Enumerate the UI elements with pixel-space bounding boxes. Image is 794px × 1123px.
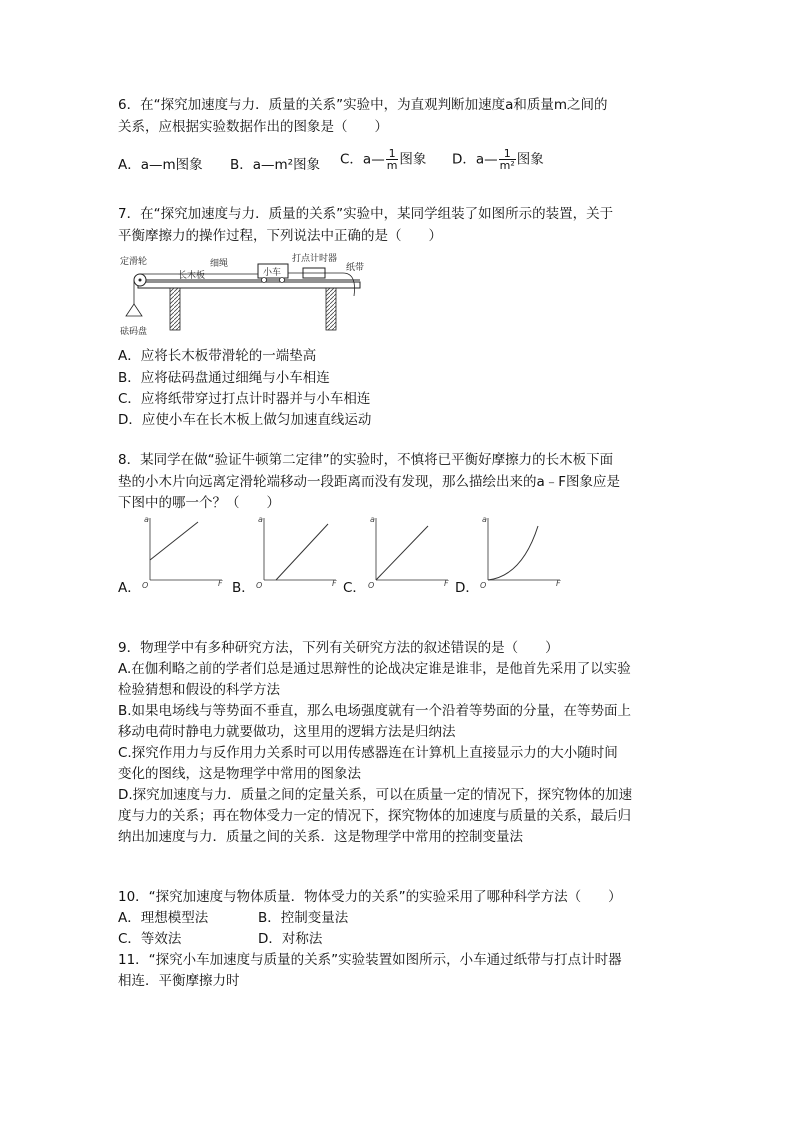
q6-option-c-fraction <box>386 148 399 171</box>
q10-option-a: A．理想模型法 <box>118 910 209 926</box>
q9-option-a-line2: 检验猜想和假设的科学方法 <box>118 682 280 698</box>
q8-stem-line2: 垫的小木片向远离定滑轮端移动一段距离而没有发现，那么描绘出来的a﹣F图象应是 <box>118 474 621 490</box>
q11-stem-line1: 11．“探究小车加速度与质量的关系”实验装置如图所示，小车通过纸带与打点计时器 <box>118 952 622 968</box>
q8-graph-b-y-label: a <box>258 515 263 524</box>
q8-graph-a-x-label: F <box>218 579 223 588</box>
q6-stem-line1: 6．在“探究加速度与力．质量的关系”实验中，为直观判断加速度a和质量m之间的 <box>118 97 608 113</box>
q6-option-a: A．a—m图象 <box>118 157 203 173</box>
q7-stem-line1: 7．在“探究加速度与力．质量的关系”实验中，某同学组装了如图所示的装置，关于 <box>118 206 614 222</box>
q9-option-a-line1: A.在伽利略之前的学者们总是通过思辩性的论战决定谁是谁非，是他首先采用了以实验 <box>118 661 631 677</box>
q6-option-d-fraction <box>499 148 516 171</box>
q8-graph-d <box>476 514 566 590</box>
q7-car-wheel-right <box>280 278 285 283</box>
q9-option-d-line3: 纳出加速度与力．质量之间的关系．这是物理学中常用的控制变量法 <box>118 829 523 845</box>
q6-stem-line2: 关系，应根据实验数据作出的图象是（ ） <box>118 119 388 135</box>
q8-graph-a-label: A． <box>118 580 141 596</box>
q7-option-b: B．应将砝码盘通过细绳与小车相连 <box>118 370 330 386</box>
q6-option-c <box>340 148 426 171</box>
q7-long-board <box>138 282 360 288</box>
q9-option-d-line2: 度与力的关系；再在物体受力一定的情况下，探究物体的加速度与质量的关系，最后归 <box>118 808 631 824</box>
q8-graph-c-line <box>376 526 428 580</box>
q10-stem: 10．“探究加速度与物体质量．物体受力的关系”的实验采用了哪种科学方法（ ） <box>118 889 622 905</box>
q8-graph-a-line <box>150 522 198 560</box>
q6-option-b: B．a—m²图象 <box>230 157 321 173</box>
q9-stem: 9．物理学中有多种研究方法，下列有关研究方法的叙述错误的是（ ） <box>118 640 559 656</box>
q7-option-c: C．应将纸带穿过打点计时器并与小车相连 <box>118 391 371 407</box>
q8-graph-d-curve <box>488 526 538 580</box>
q7-label-timer: 打点计时器 <box>292 254 338 264</box>
q8-graph-d-origin: O <box>480 581 487 590</box>
q10-option-b: B．控制变量法 <box>258 910 349 926</box>
q7-option-d: D．应使小车在长木板上做匀加速直线运动 <box>118 412 372 428</box>
q8-graph-b <box>252 514 342 590</box>
q8-stem-line3: 下图中的哪一个？（ ） <box>118 495 280 511</box>
q7-label-board: 长木板 <box>178 271 206 281</box>
q7-stem-line2: 平衡摩擦力的操作过程，下列说法中正确的是（ ） <box>118 228 442 244</box>
q7-label-pulley: 定滑轮 <box>120 257 148 267</box>
q8-graph-c-label: C． <box>343 580 366 596</box>
q8-graph-a-origin: O <box>142 581 149 590</box>
q7-label-weight: 砝码盘 <box>120 327 148 337</box>
q10-option-c: C．等效法 <box>118 931 182 947</box>
q6-option-d-suffix: 图象 <box>516 151 544 168</box>
q8-graph-b-origin: O <box>256 581 263 590</box>
q7-car-wheel-left <box>262 278 267 283</box>
q8-graph-b-label: B． <box>232 580 255 596</box>
q9-option-c-line1: C.探究作用力与反作用力关系时可以用传感器连在计算机上直接显示力的大小随时间 <box>118 745 618 761</box>
q7-left-leg <box>170 288 180 330</box>
q6-option-d-denominator: m² <box>499 159 515 172</box>
q8-graph-b-x-label: F <box>332 579 337 588</box>
q6-option-d-numerator: 1 <box>499 148 516 160</box>
q7-label-tape: 纸带 <box>346 263 365 273</box>
q8-graph-d-x-label: F <box>556 579 561 588</box>
q7-right-leg <box>326 288 336 330</box>
q8-graph-d-y-label: a <box>482 515 487 524</box>
q9-option-b-line2: 移动电荷时静电力就要做功，这里用的逻辑方法是归纳法 <box>118 724 456 740</box>
q8-graph-c-origin: O <box>368 581 375 590</box>
q8-graph-b-line <box>276 524 328 580</box>
q9-option-b-line1: B.如果电场线与等势面不垂直，那么电场强度就有一个沿着等势面的分量，在等势面上 <box>118 703 632 719</box>
q8-graph-d-label: D． <box>455 580 479 596</box>
q6-option-c-denominator: m <box>386 159 398 172</box>
q10-option-d: D．对称法 <box>258 931 323 947</box>
q8-graph-c <box>364 514 454 590</box>
q7-apparatus-diagram <box>118 252 370 340</box>
q6-option-c-prefix: C．a— <box>340 151 385 168</box>
q9-option-c-line2: 变化的图线，这是物理学中常用的图象法 <box>118 766 361 782</box>
q6-option-c-numerator: 1 <box>386 148 399 160</box>
q8-graph-a <box>138 514 228 590</box>
q7-label-car: 小车 <box>263 268 282 278</box>
q11-stem-line2: 相连．平衡摩擦力时 <box>118 973 240 989</box>
q8-stem-line1: 8．某同学在做“验证牛顿第二定律”的实验时，不慎将已平衡好摩擦力的长木板下面 <box>118 452 614 468</box>
q6-option-c-suffix: 图象 <box>399 151 427 168</box>
q8-graph-a-y-label: a <box>144 515 149 524</box>
q8-graph-c-y-label: a <box>370 515 375 524</box>
q7-label-rope: 细绳 <box>210 259 229 269</box>
q7-option-a: A．应将长木板带滑轮的一端垫高 <box>118 348 317 364</box>
q7-pulley-axle <box>139 279 142 282</box>
q6-option-d <box>452 148 544 171</box>
q6-option-d-prefix: D．a— <box>452 151 498 168</box>
q8-graph-c-x-label: F <box>444 579 449 588</box>
q9-option-d-line1: D.探究加速度与力．质量之间的定量关系，可以在质量一定的情况下，探究物体的加速 <box>118 787 633 803</box>
